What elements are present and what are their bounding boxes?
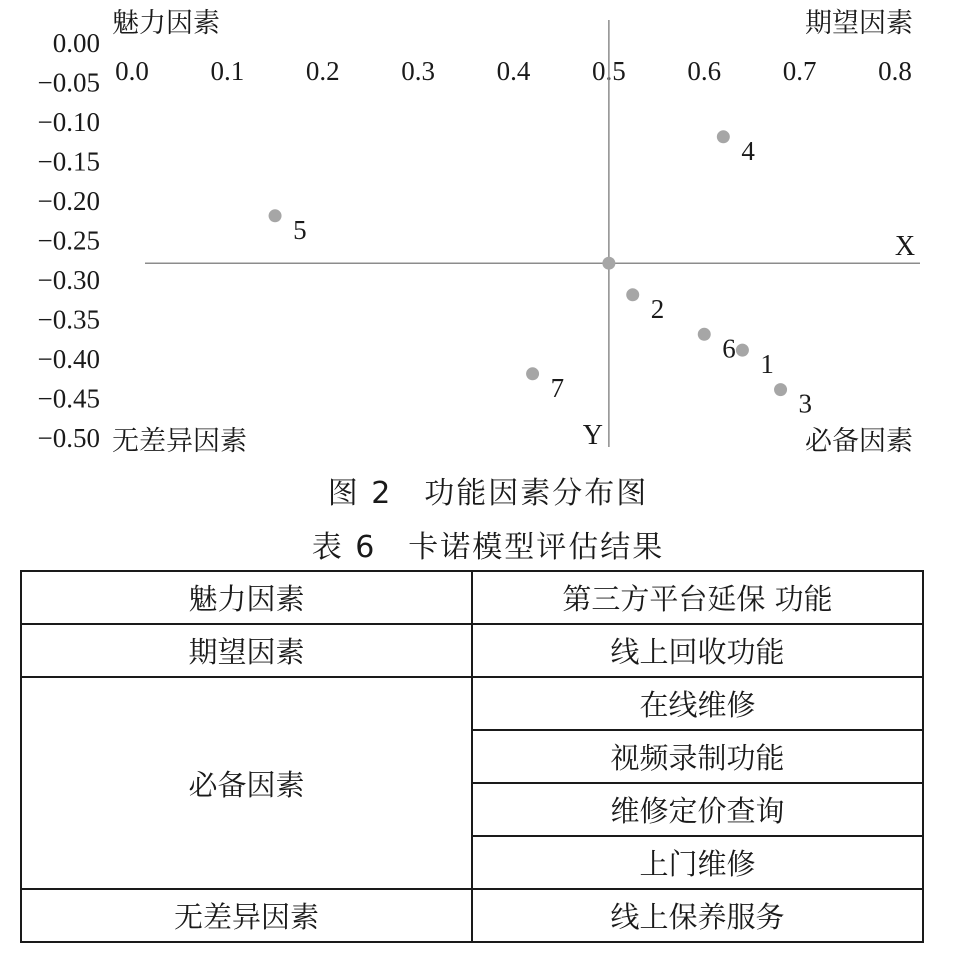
data-point-label: 6: [722, 333, 736, 364]
quadrant-label-bottom-left: 无差异因素: [112, 426, 247, 457]
y-tick-label: −0.25: [37, 225, 100, 256]
y-tick-label: −0.05: [37, 67, 100, 98]
data-point-5: [269, 209, 282, 222]
y-tick-label: 0.00: [52, 28, 100, 58]
y-tick-label: −0.40: [37, 344, 100, 374]
category-cell: 无差异因素: [21, 889, 472, 942]
data-point-label: 4: [741, 135, 755, 166]
table-row: [21, 624, 923, 677]
table-body: [21, 571, 923, 942]
table-row: [21, 677, 923, 730]
data-point-label: 1: [760, 349, 774, 380]
data-point-label: 7: [550, 372, 565, 403]
data-point-label: 3: [798, 388, 813, 419]
x-tick-label: 0.2: [305, 56, 340, 86]
data-point-label: 5: [293, 214, 307, 245]
x-tick-label: 0.7: [782, 56, 817, 86]
chart-canvas: [0, 0, 976, 462]
table-caption: 表 6 卡诺模型评估结果: [311, 530, 665, 565]
data-point-4: [717, 130, 730, 143]
x-tick-label: 0.5: [592, 56, 626, 86]
data-point-label: 2: [650, 293, 665, 324]
table-row: [21, 571, 923, 624]
scatter-chart: [0, 0, 976, 462]
y-tick-label: −0.15: [37, 146, 100, 177]
quadrant-label-top-right: 期望因素: [805, 8, 913, 39]
data-point-6: [698, 328, 711, 341]
data-point-2: [626, 288, 639, 301]
feature-cell: 线上回收功能: [472, 624, 923, 677]
x-tick-label: 0.1: [210, 56, 245, 86]
data-points: [269, 130, 812, 418]
feature-cell: 维修定价查询: [472, 783, 923, 836]
category-cell: 魅力因素: [21, 571, 472, 624]
x-tick-label: 0.8: [878, 56, 912, 86]
y-tick-label: −0.50: [37, 423, 100, 453]
category-cell: 必备因素: [21, 677, 472, 889]
quadrant-label-bottom-right: 必备因素: [805, 426, 913, 457]
figure-caption: 图 2 功能因素分布图: [327, 476, 649, 511]
kano-result-table: [20, 570, 924, 943]
x-axis-label: X: [894, 231, 916, 263]
y-tick-label: −0.30: [37, 265, 100, 295]
y-axis-label: Y: [582, 420, 603, 451]
x-tick-labels: [115, 56, 912, 86]
feature-cell: 在线维修: [472, 677, 923, 730]
x-tick-label: 0.3: [401, 56, 435, 86]
feature-cell: 第三方平台延保 功能: [472, 571, 923, 624]
x-tick-label: 0.4: [496, 56, 531, 86]
table-row: [21, 889, 923, 942]
y-tick-label: −0.10: [37, 107, 100, 137]
data-point-1: [736, 344, 749, 357]
data-point-7: [526, 367, 539, 380]
feature-cell: 上门维修: [472, 836, 923, 889]
category-cell: 期望因素: [21, 624, 472, 677]
feature-cell: 视频录制功能: [472, 730, 923, 783]
y-tick-label: −0.45: [37, 383, 100, 414]
y-tick-label: −0.20: [37, 186, 100, 216]
origin-point: [602, 257, 615, 270]
feature-cell: 线上保养服务: [472, 889, 923, 942]
y-tick-label: −0.35: [37, 304, 100, 335]
x-tick-label: 0.6: [687, 56, 722, 86]
y-tick-labels: [38, 28, 100, 453]
x-tick-label: 0.0: [115, 56, 149, 86]
quadrant-label-top-left: 魅力因素: [112, 8, 220, 39]
data-point-3: [774, 383, 787, 396]
